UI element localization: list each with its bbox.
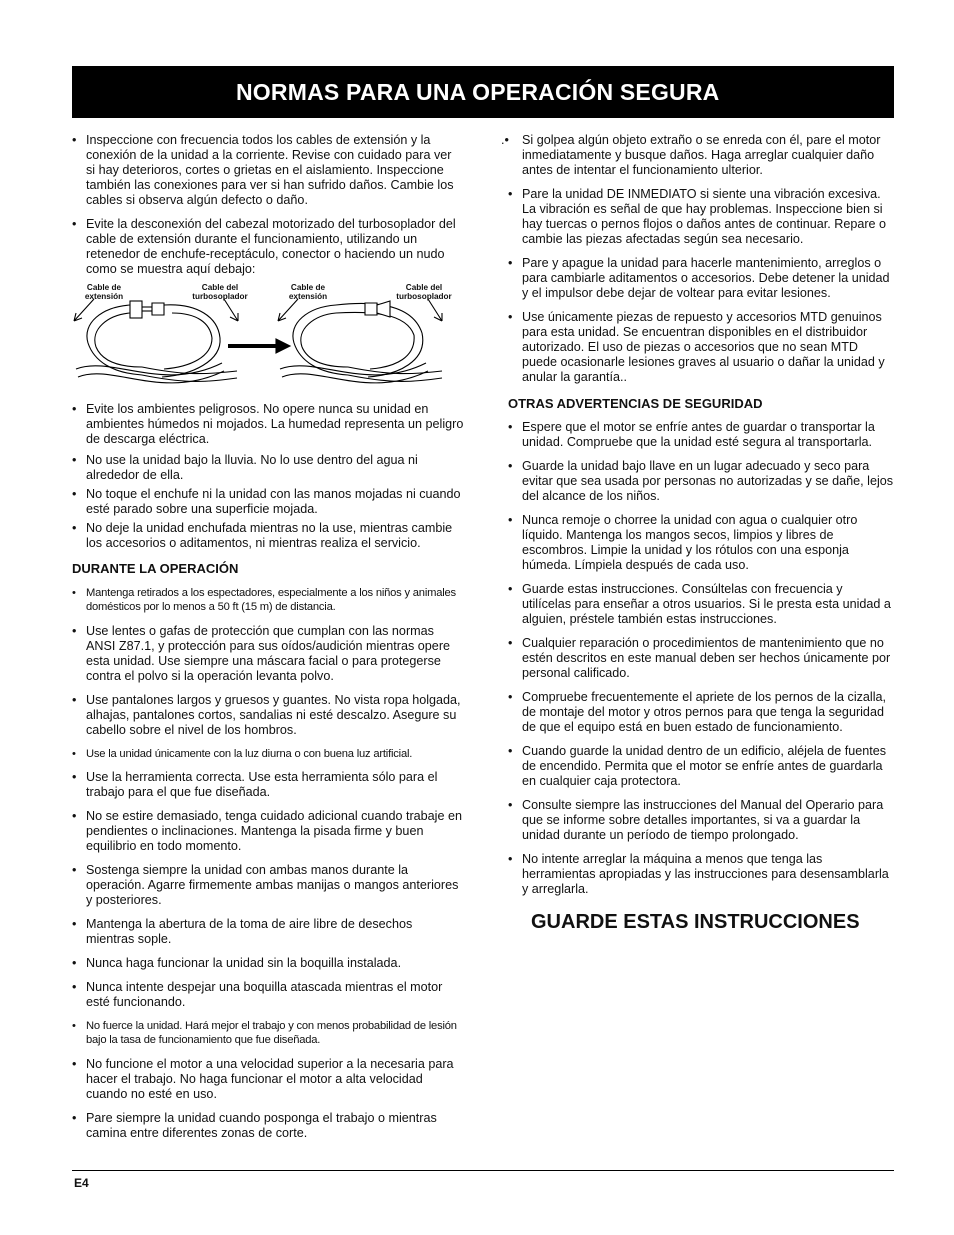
list-item: • Cuando guarde la unidad dentro de un edificio, aléjela de fuentes de encendido. Permita que el motor se enfríe antes de guardarla en cualquier caja protectora. — [508, 744, 887, 788]
left-column — [72, 133, 464, 1141]
diagram-label: Cable de extensión — [288, 283, 328, 301]
footer-divider — [72, 1170, 894, 1171]
list-item: • Nunca haga funcionar la unidad sin la boquilla instalada. — [72, 956, 402, 970]
diagram-label: Cable del turbosoplador — [192, 283, 248, 301]
operation-list — [72, 586, 464, 1141]
page-number: E4 — [74, 1176, 89, 1190]
list-item: • No fuerce la unidad. Hará mejor el trabajo y con menos probabilidad de lesión bajo la tasa de funcionamiento que fue diseñada. — [72, 1020, 457, 1046]
cord-knot-illustration — [72, 283, 452, 393]
list-item: • No use la unidad bajo la lluvia. No lo use dentro del agua ni alrededor de ella. — [72, 453, 418, 482]
list-item: • Compruebe frecuentemente el apriete de los pernos de la cizalla, de montaje del motor y otros pernos para que tenga la seguridad de que el equipo está en buen estado de funcionamiento. — [508, 690, 887, 734]
list-item: • No deje la unidad enchufada mientras no la use, mientras cambie los accesorios o aditamentos, ni mientras realiza el servicio. — [72, 521, 453, 550]
diagram-label: Cable del turbosoplador — [396, 283, 452, 301]
closing-heading: GUARDE ESTAS INSTRUCCIONES — [531, 911, 860, 933]
list-item: • Inspeccione con frecuencia todos los cables de extensión y la conexión de la unidad a la corriente. Revise con cuidado para ver si hay deterioros, cortes o grietas en el aislamiento. Inspeccione también las conexiones para ver si han sufrido daños. Cambie los cables si observa algún defecto o daño. — [72, 133, 454, 207]
list-item: • Pare y apague la unidad para hacerle mantenimiento, arreglos o para cambiarle aditamentos o accesorios. Debe detener la unidad y el impulsor debe dejar de voltear para evitar lesiones. — [508, 256, 890, 300]
list-item: • Use lentes o gafas de protección que cumplan con las normas ANSI Z87.1, y protección para sus oídos/audición mientras opere esta unidad. Use siempre una máscara facial o para protegerse contra el polvo si la operación levanta polvo. — [72, 624, 451, 683]
other-warnings-list — [508, 420, 894, 897]
list-item: • Use pantalones largos y gruesos y guantes. No vista ropa holgada, alhajas, pantalones cortos, sandalias ni esté descalzo. Asegure su cabello sobre el nivel de los hombros. — [72, 693, 461, 737]
list-item: • Consulte siempre las instrucciones del Manual del Operario para que se informe sobre detalles importantes, si va a guardar la unidad durante un período de tiempo prolongado. — [508, 798, 884, 842]
list-item: • No intente arreglar la máquina a menos que tenga las herramientas apropiadas y las instrucciones para desensamblarla y arreglarla. — [508, 852, 889, 896]
list-item: • Evite la desconexión del cabezal motorizado del turbosoplador del cable de extensión durante el funcionamiento, utilizando un retenedor de enchufe-receptáculo, conector o haciendo un nudo como se muestra aquí debajo: — [72, 217, 456, 276]
section-heading-other-warnings: OTRAS ADVERTENCIAS DE SEGURIDAD — [508, 396, 763, 411]
list-item: • Use la unidad únicamente con la luz diurna o con buena luz artificial. — [72, 748, 413, 760]
diagram-label: Cable de extensión — [84, 283, 124, 301]
intro-list — [72, 133, 464, 277]
list-item: • Evite los ambientes peligrosos. No opere nunca su unidad en ambientes húmedos ni mojados. La humedad representa un peligro de descarga eléctrica. — [72, 402, 464, 446]
list-item: • Use únicamente piezas de repuesto y accesorios MTD genuinos para esta unidad. Se encuentran disponibles en el distribuidor autorizado. El uso de piezas o accesorios que no sean MTD puede ocasionarle lesiones graves al usuario o dañar la unidad y anular la garantía.. — [508, 310, 885, 384]
bullet-marker: .• — [501, 133, 509, 147]
list-item: • Cualquier reparación o procedimientos de mantenimiento que no estén descritos en este manual deben ser hechos únicamente por personal calificado. — [508, 636, 891, 680]
list-item: • Pare siempre la unidad cuando posponga el trabajo o mientras camina entre diferentes zonas de corte. — [72, 1111, 437, 1140]
list-item: • Nunca intente despejar una boquilla atascada mientras el motor esté funcionando. — [72, 980, 443, 1009]
hazard-list — [501, 133, 894, 385]
list-item: • Guarde estas instrucciones. Consúltelas con frecuencia y utilícelas para enseñar a otros usuarios. Si le presta esta unidad a alguien, préstele también estas instrucciones. — [508, 582, 891, 626]
list-item: • Use la herramienta correcta. Use esta herramienta sólo para el trabajo para el que fue diseñada. — [72, 770, 438, 799]
list-item: • Mantenga la abertura de la toma de aire libre de desechos mientras sople. — [72, 917, 413, 946]
page-title: NORMAS PARA UNA OPERACIÓN SEGURA — [236, 78, 720, 105]
environment-list — [72, 402, 464, 551]
list-item: • Mantenga retirados a los espectadores, especialmente a los niños y animales domésticos por lo menos a 50 ft (15 m) de distancia. — [72, 587, 456, 613]
list-item: • Pare la unidad DE INMEDIATO si siente una vibración excesiva. La vibración es señal de que hay problemas. Inspeccione bien si hay tuercas o pernos flojos o daños antes de continuar. Repare o cambie las piezas afectadas según sea necesario. — [508, 187, 887, 246]
list-item: • Nunca remoje o chorree la unidad con agua o cualquier otro líquido. Mantenga los mangos secos, limpios y libres de escombros. Limpie la unidad y los rótulos con una esponja húmeda. Límpiela después de cada uso. — [508, 513, 858, 572]
list-item: • No se estire demasiado, tenga cuidado adicional cuando trabaje en pendientes o inclinaciones. Mantenga la pisada firme y buen equilibrio en todo momento. — [72, 809, 462, 853]
cord-knot-diagram — [72, 283, 452, 393]
list-item: • No toque el enchufe ni la unidad con las manos mojadas ni cuando esté parado sobre una superficie mojada. — [72, 487, 461, 516]
list-item: .• Si golpea algún objeto extraño o se enreda con él, pare el motor inmediatamente y busque daños. Haga arreglar cualquier daño antes de intentar el funcionamiento ulterior. — [501, 133, 881, 177]
section-heading-operation: DURANTE LA OPERACIÓN — [72, 561, 239, 576]
page-title-bar — [72, 66, 894, 118]
list-item: • Sostenga siempre la unidad con ambas manos durante la operación. Agarre firmemente ambas manijas o mangos anteriores y posteriores. — [72, 863, 459, 907]
list-item: • No funcione el motor a una velocidad superior a la necesaria para hacer el trabajo. No haga funcionar el motor a alta velocidad cuando no esté en uso. — [72, 1057, 454, 1101]
list-item: • Espere que el motor se enfríe antes de guardar o transportar la unidad. Compruebe que la unidad esté segura al transportarla. — [508, 420, 875, 449]
list-item: • Guarde la unidad bajo llave en un lugar adecuado y seco para evitar que sea usada por personas no autorizadas y se dañe, lejos del alcance de los niños. — [508, 459, 894, 503]
right-column — [501, 133, 894, 933]
